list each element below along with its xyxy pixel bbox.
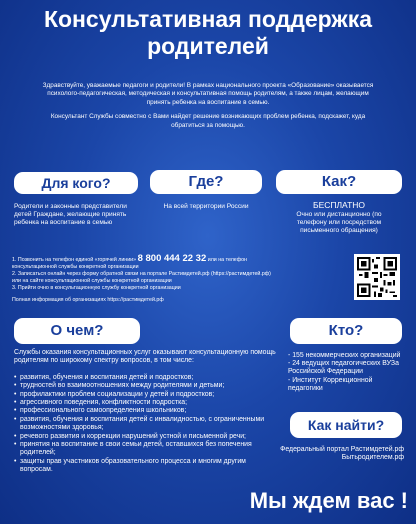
about-block	[14, 349, 276, 475]
list-item: • профессионального самоопределения школьников;	[14, 407, 276, 415]
list-item: • развития, обучения и воспитания детей с инвалидностью, с ограниченными возможностями здоровья;	[14, 416, 276, 433]
how-free-label: БЕСПЛАТНО	[312, 200, 366, 210]
step-1	[12, 255, 322, 264]
find-heading: Как найти?	[290, 412, 402, 438]
list-item: - Институт Коррекционной педагогики	[288, 376, 373, 392]
portal-link[interactable]: Федеральный портал Растимдетей.рф	[280, 446, 404, 453]
who-heading: Кто?	[290, 318, 402, 344]
list-item: • развития, обучения и воспитания детей и подростков;	[14, 374, 276, 382]
list-item: • агрессивного поведения, конфликтности подростка;	[14, 399, 276, 407]
how-text: Очно или дистанционно (по телефону или посредством письменного обращения)	[296, 211, 382, 235]
step-1-text: 1. Позвонить на телефон единой «горячей линии»	[12, 257, 137, 263]
where-text: На всей территории России	[163, 203, 249, 210]
list-item: - 155 некоммерческих организаций	[288, 352, 401, 359]
list-item: • защиты прав участников образовательного процесса и многим другим вопросам.	[14, 458, 276, 475]
how-block	[276, 200, 402, 236]
find-block	[240, 446, 404, 463]
portal-link-2[interactable]: Бытьродителем.рф	[341, 454, 404, 462]
list-item: • трудностей во взаимоотношениях между родителями и детьми;	[14, 382, 276, 390]
step-2-line-2: или на сайте консультационной службы конкретной организации	[12, 278, 172, 284]
about-heading: О чем?	[14, 318, 140, 344]
for-whom-text: Родители и законные представители детей Граждане, желающие принять ребенка на воспитание в семью	[14, 203, 127, 227]
list-item: • принятия на воспитание в свои семьи детей, оставшихся без попечения родителей;	[14, 441, 276, 458]
for-whom-heading: Для кого?	[14, 172, 138, 194]
step-1-line-2: консультационной службы конкретной организации	[12, 264, 139, 270]
who-list	[288, 352, 408, 393]
how-heading: Как?	[276, 170, 402, 194]
step-3: 3. Прийти очно в консультационную службу конкретной организации	[12, 285, 181, 291]
step-2: 2. Записаться онлайн через форму обратной связи на портале Растимдетей.рф (https://растимдетей.рф)	[12, 271, 271, 277]
intro-text	[40, 82, 376, 136]
intro-paragraph-2: Консультант Службы совместно с Вами найдет решение возникающих проблем ребенка, подскажет, куда обратиться за помощью.	[50, 113, 366, 129]
qr-code-icon[interactable]	[354, 254, 400, 300]
about-list	[14, 374, 276, 475]
where-heading: Где?	[150, 170, 262, 194]
info-link[interactable]: Полная информация об организациях https://растимдетей.рф	[12, 297, 164, 303]
page-title: Консультативная поддержка родителей	[43, 6, 373, 59]
closing-slogan: Мы ждем вас !	[249, 488, 408, 513]
list-item: • профилактики проблем социализации у детей и подростков;	[14, 391, 276, 399]
hotline-phone: 8 800 444 22 32	[137, 253, 207, 264]
list-item: - 24 ведущих педагогических ВУЗа Российской Федерации	[288, 360, 399, 376]
list-item: • речевого развития и коррекции нарушений устной и письменной речи;	[14, 433, 276, 441]
intro-paragraph-1: Здравствуйте, уважаемые педагоги и родители! В рамках национального проекта «Образование» оказывается психолого-педагогическая, методическая и консультативная помощь родителям, а также лицам, желающим принять ребенка на воспитание в семью.	[42, 82, 374, 106]
steps-block	[12, 255, 322, 304]
step-1-suffix: или на телефон	[207, 257, 247, 263]
about-lead: Службы оказания консультационных услуг оказывают консультационную помощь родителям по широкому спектру вопросов, в том числе:	[14, 349, 276, 365]
